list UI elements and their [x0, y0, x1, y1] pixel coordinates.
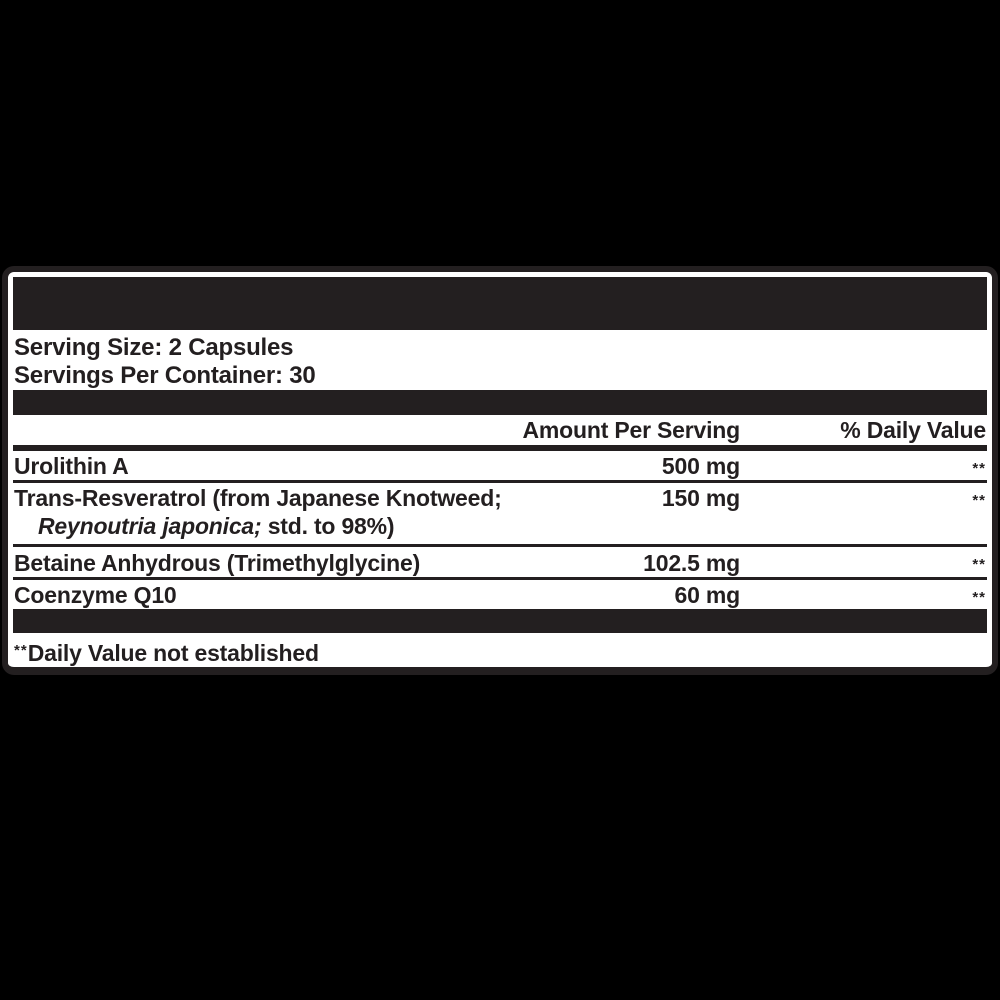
- ingredient-name-continued: [14, 512, 987, 540]
- supplement-facts-panel: [2, 266, 998, 675]
- daily-value-mark: **: [972, 589, 986, 606]
- header-band: [13, 277, 987, 330]
- daily-value-header: % Daily Value: [840, 417, 986, 443]
- table-row: [13, 451, 987, 483]
- serving-info: [13, 334, 987, 390]
- daily-value-mark: **: [972, 460, 986, 477]
- servings-per-container-line: Servings Per Container: 30: [14, 362, 316, 389]
- ingredient-standardization: std. to 98%): [261, 513, 395, 539]
- column-headers: [13, 415, 987, 451]
- ingredient-name: Betaine Anhydrous (Trimethylglycine): [14, 550, 421, 576]
- footnote: [13, 633, 987, 667]
- ingredient-amount: 150 mg: [661, 485, 740, 511]
- footnote-marker: **: [14, 642, 28, 659]
- amount-per-serving-header: Amount Per Serving: [522, 417, 740, 443]
- ingredient-amount: 500 mg: [661, 453, 740, 479]
- ingredient-amount: 102.5 mg: [643, 550, 740, 576]
- table-row: [13, 547, 987, 580]
- ingredient-amount: 60 mg: [674, 582, 740, 608]
- divider-bar-bottom: [13, 609, 987, 633]
- daily-value-mark: **: [972, 556, 986, 573]
- ingredient-name: Trans-Resveratrol (from Japanese Knotweed;: [14, 485, 502, 511]
- daily-value-mark: **: [972, 492, 986, 509]
- divider-bar-top: [13, 390, 987, 415]
- footnote-text: Daily Value not established: [27, 640, 319, 666]
- serving-size-line: Serving Size: 2 Capsules: [14, 334, 294, 361]
- ingredient-botanical-name: Reynoutria japonica;: [38, 513, 262, 539]
- ingredient-name: Coenzyme Q10: [14, 582, 177, 608]
- table-row: [13, 483, 987, 547]
- ingredient-name: Urolithin A: [14, 453, 129, 479]
- table-row: [13, 580, 987, 609]
